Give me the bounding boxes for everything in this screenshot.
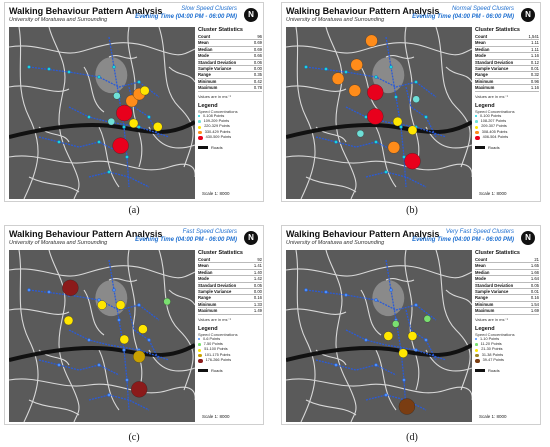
- legend-title: Legend: [198, 102, 218, 109]
- legend-swatch-icon: [198, 120, 201, 123]
- scale-label: Scale 1: 8000: [479, 414, 507, 419]
- map-panel-a: [4, 2, 264, 202]
- path-point: [384, 170, 387, 173]
- stat-value: 1.16: [530, 85, 539, 91]
- time-window: Evening Time (04:00 PM - 06:00 PM): [135, 237, 237, 243]
- stat-value: 0.06: [253, 59, 262, 65]
- path-point: [112, 288, 115, 291]
- stat-value: 1.66: [530, 269, 539, 275]
- legend-label: 109-209 Points: [203, 119, 230, 124]
- path-point: [122, 348, 125, 351]
- stat-label: Median: [198, 46, 213, 52]
- legend-subtitle: Speed Concentrations: [198, 331, 238, 337]
- legend-swatch-icon: [198, 359, 203, 364]
- cluster-point: [351, 59, 363, 71]
- legend-swatch-icon: [198, 131, 202, 135]
- legend-label: 51-100 Points: [204, 347, 228, 352]
- path-point: [125, 378, 128, 381]
- campus-area: [95, 57, 127, 93]
- stat-row: [475, 308, 539, 314]
- stats-title: Cluster Statistics: [475, 250, 520, 256]
- north-arrow-icon: N: [521, 231, 535, 245]
- stat-label: Maximum: [198, 308, 218, 314]
- path-point: [402, 378, 405, 381]
- path-point: [374, 298, 377, 301]
- panel-subtitle: University of Moratuwa and Surrounding: [9, 17, 108, 23]
- legend-swatch-icon: [475, 136, 480, 141]
- cluster-point: [349, 85, 361, 97]
- legend-label: Roads: [488, 144, 500, 150]
- cluster-point: [116, 105, 132, 121]
- stat-label: Minimum: [198, 78, 217, 84]
- panel-subtitle: University of Moratuwa and Surrounding: [9, 240, 108, 246]
- cluster-point: [153, 122, 162, 131]
- time-window: Evening Time (04:00 PM - 06:00 PM): [412, 14, 514, 20]
- legend-item-roads: [198, 368, 262, 373]
- stat-label: Standard Deviation: [198, 282, 237, 288]
- stat-label: Mean: [475, 263, 486, 269]
- legend-label: 1-10 Points: [480, 336, 500, 341]
- stat-value: 0.01: [530, 289, 539, 295]
- stat-value: 0.32: [530, 72, 539, 78]
- path-point: [57, 140, 60, 143]
- path-point: [324, 67, 327, 70]
- cluster-point: [138, 325, 147, 334]
- stat-value: 92: [257, 257, 262, 262]
- stat-value: 1.33: [253, 301, 262, 307]
- path-point: [374, 75, 377, 78]
- stat-label: Mode: [198, 53, 209, 59]
- cluster-point: [413, 96, 420, 103]
- legend-swatch-icon: [475, 338, 477, 340]
- legend-swatch-icon: [475, 343, 478, 346]
- cluster-point: [366, 35, 378, 47]
- stat-value: 1.42: [253, 276, 262, 282]
- path-point: [394, 95, 397, 98]
- road-swatch-icon: [198, 146, 208, 149]
- legend-label: 31-38 Points: [481, 352, 504, 357]
- stat-value: 1.11: [531, 40, 539, 46]
- cluster-point: [367, 84, 383, 100]
- legend-label: 308-405 Points: [481, 129, 508, 134]
- path-point: [389, 288, 392, 291]
- stat-label: Range: [198, 295, 211, 301]
- path-point: [97, 75, 100, 78]
- path-point: [87, 338, 90, 341]
- path-point: [399, 125, 402, 128]
- cluster-point: [357, 130, 364, 137]
- legend-label: 430-509 Points: [205, 135, 232, 140]
- stat-value: 1.40: [253, 269, 262, 275]
- stat-value: 0.01: [530, 66, 539, 72]
- panel-caption: (b): [406, 205, 418, 216]
- legend-label: 0-6 Points: [203, 336, 221, 341]
- legend-label: 7-50 Points: [203, 342, 223, 347]
- path-point: [414, 80, 417, 83]
- cluster-point: [388, 141, 400, 153]
- panel-subtitle: University of Moratuwa and Surrounding: [286, 17, 385, 23]
- stat-label: Maximum: [475, 308, 495, 314]
- legend-item-roads: [475, 368, 539, 373]
- path-point: [304, 288, 307, 291]
- legend-item-roads: [475, 145, 539, 150]
- path-point: [424, 338, 427, 341]
- stat-value: 1.16: [530, 53, 539, 59]
- path-point: [374, 363, 377, 366]
- legend-label: 406-504 Points: [482, 135, 509, 140]
- stat-label: Standard Deviation: [475, 59, 514, 65]
- map-svg: [9, 250, 195, 422]
- cluster-name: Very Fast Speed Clusters: [445, 229, 514, 235]
- stat-value: 0.66: [253, 53, 262, 59]
- panel-title: Walking Behaviour Pattern Analysis: [286, 229, 440, 239]
- stat-value: 0.16: [253, 295, 262, 301]
- cluster-point: [164, 298, 171, 305]
- legend-title: Legend: [475, 325, 495, 332]
- map-panel-b: [281, 2, 541, 202]
- scale-label: Scale 1: 8000: [479, 191, 507, 196]
- legend-label: Roads: [211, 144, 223, 150]
- path-point: [137, 80, 140, 83]
- stat-label: Range: [475, 72, 488, 78]
- path-point: [334, 140, 337, 143]
- side-panel: [475, 250, 539, 373]
- legend-label: 11-20 Points: [480, 342, 502, 347]
- stat-label: Count: [198, 257, 211, 262]
- stat-label: Count: [475, 34, 488, 39]
- path-point: [344, 293, 347, 296]
- path-point: [374, 140, 377, 143]
- stat-label: Median: [475, 46, 490, 52]
- stat-value: 1.54: [530, 301, 539, 307]
- road-swatch-icon: [475, 146, 485, 149]
- legend-swatch-icon: [198, 349, 201, 352]
- stat-row: [198, 85, 262, 91]
- legend-swatch-icon: [198, 343, 201, 346]
- campus-area: [372, 280, 404, 316]
- cluster-point: [108, 118, 115, 125]
- legend-subtitle: Speed Concentrations: [475, 331, 515, 337]
- legend-swatch-icon: [475, 120, 478, 123]
- stat-value: 0.78: [253, 85, 262, 91]
- path-point: [304, 65, 307, 68]
- panel-subtitle: University of Moratuwa and Surrounding: [286, 240, 385, 246]
- legend-label: 101-175 Points: [204, 352, 231, 357]
- path-point: [364, 338, 367, 341]
- stat-value: 21: [534, 257, 539, 262]
- north-arrow-icon: N: [521, 8, 535, 22]
- stat-value: 0.42: [253, 78, 262, 84]
- stat-label: Sample Variance: [475, 66, 509, 72]
- stat-label: Minimum: [475, 301, 494, 307]
- cluster-point: [133, 351, 145, 363]
- legend-label: 108-207 Points: [480, 119, 507, 124]
- stat-label: Count: [475, 257, 488, 262]
- path-point: [384, 393, 387, 396]
- legend-swatch-icon: [198, 115, 200, 117]
- stat-value: 1.41: [253, 263, 262, 269]
- legend-swatch-icon: [198, 354, 202, 358]
- path-point: [47, 290, 50, 293]
- path-point: [147, 115, 150, 118]
- legend-item: [198, 135, 262, 140]
- legend-item: [475, 358, 539, 363]
- stats-title: Cluster Statistics: [198, 250, 243, 256]
- legend-swatch-icon: [475, 359, 480, 364]
- cluster-point: [129, 119, 138, 128]
- legend-swatch-icon: [475, 349, 478, 352]
- stat-value: 0.69: [253, 40, 262, 46]
- path-point: [324, 290, 327, 293]
- cluster-point: [408, 332, 417, 341]
- legend-subtitle: Speed Concentrations: [475, 108, 515, 114]
- legend-label: 330-429 Points: [204, 129, 231, 134]
- path-point: [97, 140, 100, 143]
- panel-title: Walking Behaviour Pattern Analysis: [9, 6, 163, 16]
- stat-label: Standard Deviation: [475, 282, 514, 288]
- cluster-point: [393, 117, 402, 126]
- stat-value: 0.35: [253, 72, 262, 78]
- side-panel: [198, 27, 262, 150]
- stat-label: Range: [475, 295, 488, 301]
- legend-label: 0-108 Points: [203, 113, 225, 118]
- path-point: [112, 65, 115, 68]
- campus-area: [95, 280, 127, 316]
- stat-label: Maximum: [475, 85, 495, 91]
- cluster-point: [98, 301, 107, 310]
- stat-label: Mean: [198, 263, 209, 269]
- stat-label: Range: [198, 72, 211, 78]
- stat-label: Count: [198, 34, 211, 39]
- scale-label: Scale 1: 8000: [202, 414, 230, 419]
- stat-value: 1.64: [530, 276, 539, 282]
- path-point: [67, 70, 70, 73]
- legend-swatch-icon: [475, 354, 479, 358]
- path-point: [27, 65, 30, 68]
- path-point: [424, 115, 427, 118]
- map-panel-d: [281, 225, 541, 425]
- legend-label: 0-100 Points: [480, 113, 502, 118]
- stat-label: Standard Deviation: [198, 59, 237, 65]
- cluster-point: [64, 316, 73, 325]
- road-swatch-icon: [475, 369, 485, 372]
- units-note: Values are in ms⁻¹: [198, 316, 231, 322]
- legend-subtitle: Speed Concentrations: [198, 108, 238, 114]
- panel-title: Walking Behaviour Pattern Analysis: [286, 6, 440, 16]
- cluster-point: [384, 332, 393, 341]
- map-svg: [286, 27, 472, 199]
- legend-swatch-icon: [198, 126, 201, 129]
- cluster-point: [367, 108, 383, 124]
- legend-label: 176-266 Points: [205, 358, 232, 363]
- stat-label: Mode: [198, 276, 209, 282]
- time-window: Evening Time (04:00 PM - 06:00 PM): [135, 14, 237, 20]
- cluster-point: [408, 126, 417, 135]
- stat-value: 96: [257, 34, 262, 39]
- path-point: [137, 303, 140, 306]
- panel-title: Walking Behaviour Pattern Analysis: [9, 229, 163, 239]
- cluster-point: [116, 301, 125, 310]
- north-arrow-icon: N: [244, 231, 258, 245]
- units-note: Values are in ms⁻¹: [198, 93, 231, 99]
- legend-label: 21-30 Points: [481, 347, 503, 352]
- stat-label: Mode: [475, 53, 486, 59]
- stat-label: Sample Variance: [198, 289, 232, 295]
- side-panel: [198, 250, 262, 373]
- cluster-point: [332, 73, 344, 85]
- path-point: [27, 288, 30, 291]
- stat-label: Minimum: [198, 301, 217, 307]
- stat-value: 1.65: [530, 263, 539, 269]
- map-area: [9, 27, 195, 199]
- path-point: [389, 65, 392, 68]
- stat-label: Minimum: [475, 78, 494, 84]
- legend-label: 39-47 Points: [482, 358, 504, 363]
- legend-label: Roads: [488, 367, 500, 373]
- stat-label: Sample Variance: [198, 66, 232, 72]
- stat-label: Median: [198, 269, 213, 275]
- cluster-point: [113, 138, 129, 154]
- legend-item-roads: [198, 145, 262, 150]
- map-area: [286, 250, 472, 422]
- map-area: [9, 250, 195, 422]
- units-note: Values are in ms⁻¹: [475, 316, 508, 322]
- stat-value: 0.96: [530, 78, 539, 84]
- path-point: [97, 363, 100, 366]
- legend-label: 209-307 Points: [481, 124, 507, 129]
- path-point: [87, 115, 90, 118]
- panel-caption: (d): [406, 432, 418, 443]
- stat-value: 0.12: [530, 59, 539, 65]
- cluster-point: [120, 335, 129, 344]
- legend-label: Roads: [211, 367, 223, 373]
- stat-label: Mean: [198, 40, 209, 46]
- cluster-name: Normal Speed Clusters: [451, 6, 514, 12]
- cluster-point: [424, 315, 431, 322]
- legend-title: Legend: [475, 102, 495, 109]
- road-swatch-icon: [198, 369, 208, 372]
- cluster-point: [140, 86, 149, 95]
- stat-value: 1.49: [253, 308, 262, 314]
- cluster-point: [62, 280, 78, 296]
- stat-value: 0.05: [530, 282, 539, 288]
- legend-label: 220-329 Points: [204, 124, 230, 129]
- stats-title: Cluster Statistics: [475, 27, 520, 33]
- stat-value: 0.00: [253, 289, 262, 295]
- map-panel-c: [4, 225, 264, 425]
- legend-swatch-icon: [475, 126, 478, 129]
- stat-value: 0.16: [530, 295, 539, 301]
- map-svg: [286, 250, 472, 422]
- legend-swatch-icon: [198, 136, 203, 141]
- scale-label: Scale 1: 8000: [202, 191, 230, 196]
- legend-item: [475, 135, 539, 140]
- path-point: [107, 170, 110, 173]
- stat-row: [198, 308, 262, 314]
- map-svg: [9, 27, 195, 199]
- stat-label: Mode: [475, 276, 486, 282]
- time-window: Evening Time (04:00 PM - 06:00 PM): [412, 237, 514, 243]
- panel-caption: (c): [128, 432, 140, 443]
- stat-label: Sample Variance: [475, 289, 509, 295]
- cluster-point: [392, 320, 399, 327]
- cluster-name: Fast Speed Clusters: [182, 229, 237, 235]
- stats-title: Cluster Statistics: [198, 27, 243, 33]
- path-point: [147, 338, 150, 341]
- stat-value: 0.00: [253, 66, 262, 72]
- path-point: [57, 363, 60, 366]
- units-note: Values are in ms⁻¹: [475, 93, 508, 99]
- path-point: [125, 155, 128, 158]
- path-point: [137, 125, 140, 128]
- map-area: [286, 27, 472, 199]
- path-point: [414, 348, 417, 351]
- legend-item: [198, 358, 262, 363]
- stat-value: 1.69: [530, 308, 539, 314]
- stat-value: 1,541: [528, 34, 539, 39]
- path-point: [122, 125, 125, 128]
- cluster-name: Slow Speed Clusters: [181, 6, 237, 12]
- north-arrow-icon: N: [244, 8, 258, 22]
- legend-title: Legend: [198, 325, 218, 332]
- stat-row: [475, 85, 539, 91]
- stat-label: Maximum: [198, 85, 218, 91]
- legend-swatch-icon: [475, 131, 479, 135]
- path-point: [364, 115, 367, 118]
- stat-value: 0.05: [253, 282, 262, 288]
- path-point: [47, 67, 50, 70]
- cluster-point: [399, 349, 408, 358]
- legend-swatch-icon: [198, 338, 200, 340]
- cluster-point: [404, 153, 420, 169]
- stat-value: 1.11: [531, 46, 539, 52]
- cluster-point: [399, 399, 415, 415]
- path-point: [414, 303, 417, 306]
- stat-label: Mean: [475, 40, 486, 46]
- side-panel: [475, 27, 539, 150]
- panel-caption: (a): [128, 205, 140, 216]
- stat-label: Median: [475, 269, 490, 275]
- cluster-point: [131, 381, 147, 397]
- path-point: [344, 70, 347, 73]
- path-point: [117, 318, 120, 321]
- path-point: [107, 393, 110, 396]
- path-point: [334, 363, 337, 366]
- cluster-point: [113, 92, 120, 99]
- stat-value: 0.69: [253, 46, 262, 52]
- legend-swatch-icon: [475, 115, 477, 117]
